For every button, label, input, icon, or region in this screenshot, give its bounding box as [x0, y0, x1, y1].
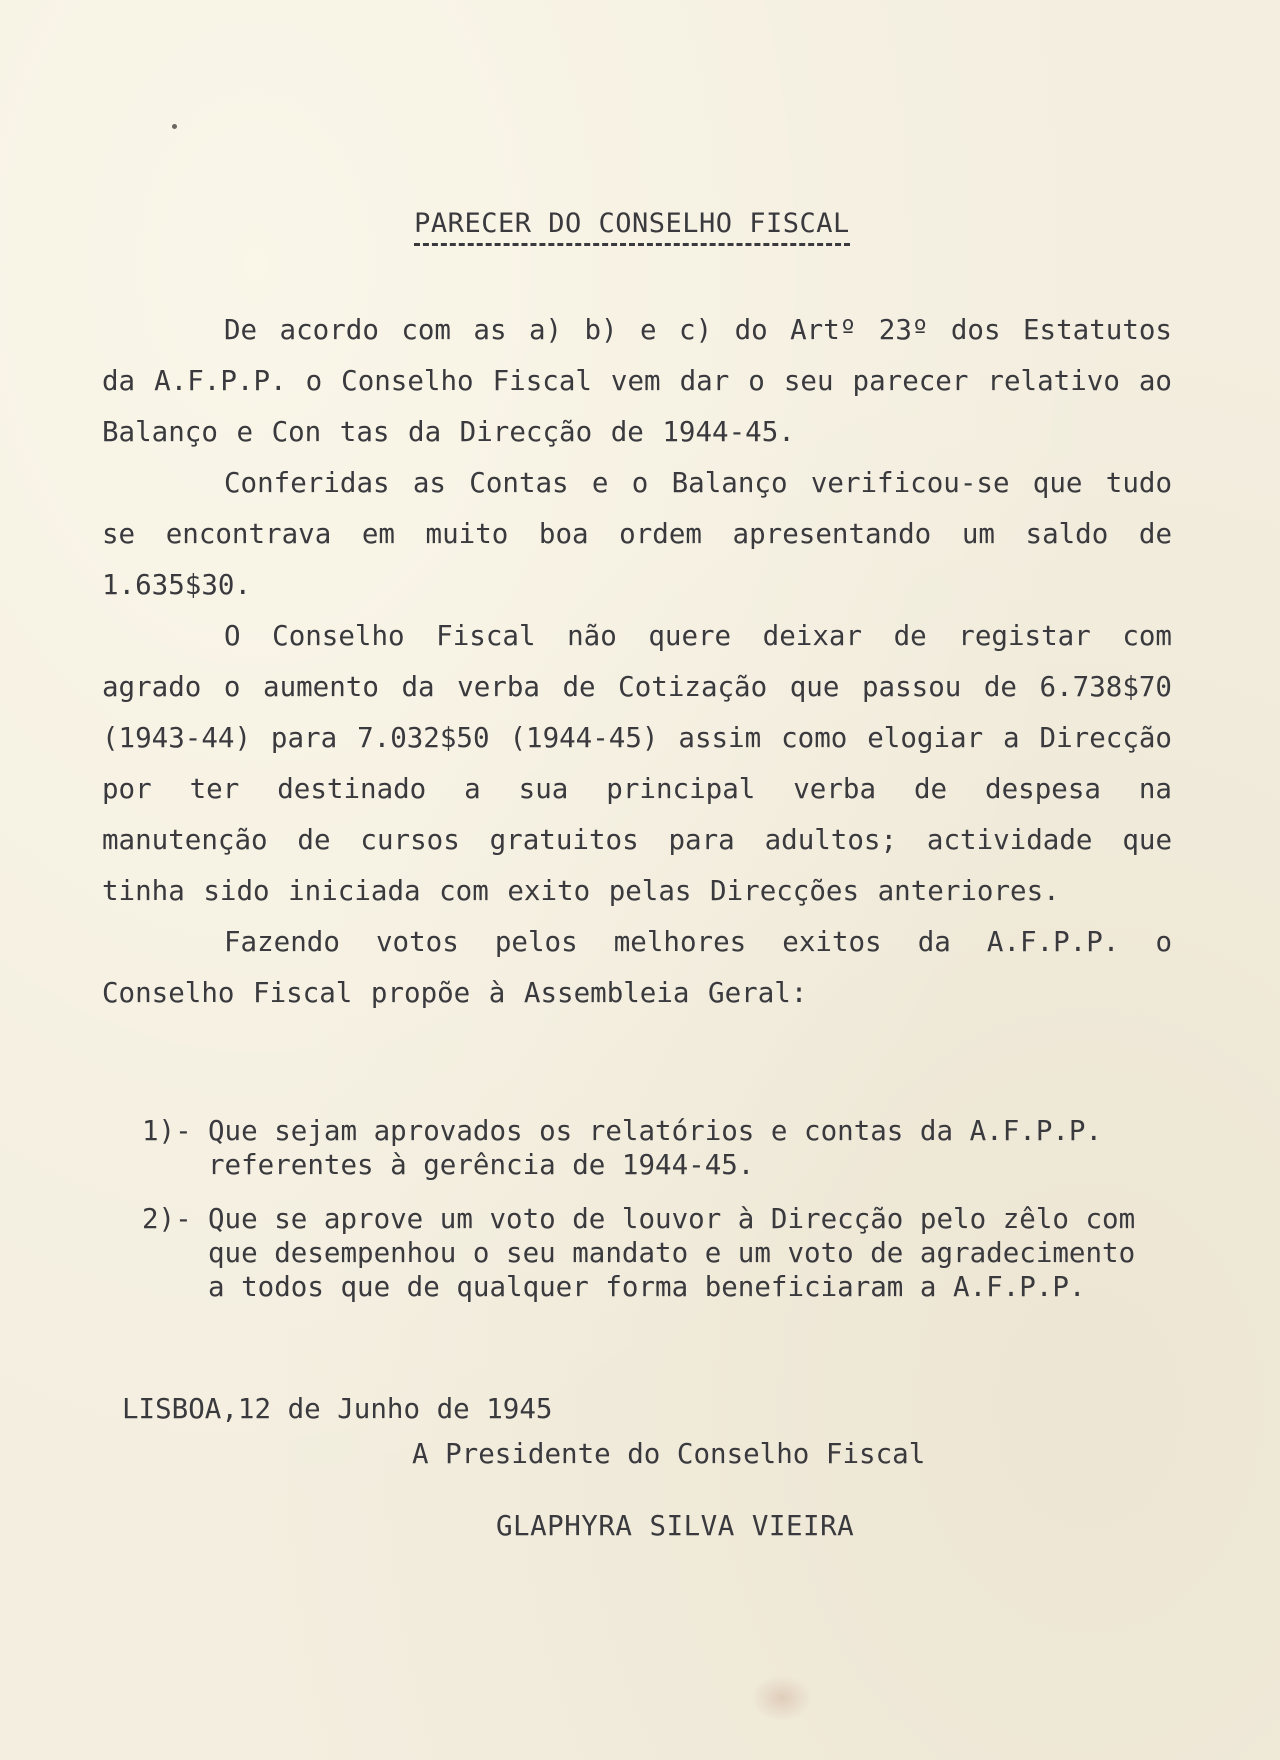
proposal-number: 1)- [142, 1115, 192, 1147]
ink-speck [172, 124, 177, 129]
document-title-text: PARECER DO CONSELHO FISCAL [414, 208, 850, 246]
signature-role: A Presidente do Conselho Fiscal [412, 1438, 926, 1470]
proposal-item [142, 1202, 1142, 1304]
proposal-item [142, 1114, 1142, 1182]
date-line: LISBOA,12 de Junho de 1945 [122, 1393, 553, 1425]
document-body [102, 305, 1172, 1019]
paper-stain [752, 1675, 812, 1721]
proposal-text: Que sejam aprovados os relatórios e contas da A.F.P.P. referentes à gerência de 1944-45. [208, 1115, 1103, 1181]
paragraph-2: Conferidas as Contas e o Balanço verificou-se que tudo se encontrava em muito boa ordem apresentando um saldo de 1.635$30. [102, 467, 1172, 601]
paragraph-3: O Conselho Fiscal não quere deixar de registar com agrado o aumento da verba de Cotização que passou de 6.738$70 (1943-44) para 7.032$50 (1944-45) assim como elogiar a Direcção por ter destinado a sua principal verba de despesa na manutenção de cursos gratuitos para adultos; actividade que tinha sido iniciada com exito pelas Direcções anteriores. [102, 620, 1172, 907]
document-title [0, 208, 1264, 246]
paragraph-4: Fazendo votos pelos melhores exitos da A.F.P.P. o Conselho Fiscal propõe à Assembleia Geral: [102, 926, 1172, 1009]
paragraph-1: De acordo com as a) b) e c) do Artº 23º dos Estatutos da A.F.P.P. o Conselho Fiscal vem dar o seu parecer relativo ao Balanço e Con tas da Direcção de 1944-45. [102, 314, 1172, 448]
proposal-text: Que se aprove um voto de louvor à Direcção pelo zêlo com que desempenhou o seu mandato e um voto de agradecimento a todos que de qualquer forma beneficiaram a A.F.P.P. [208, 1203, 1136, 1303]
proposals-list [142, 1114, 1142, 1324]
proposal-number: 2)- [142, 1203, 192, 1235]
signature-name: GLAPHYRA SILVA VIEIRA [496, 1510, 855, 1542]
